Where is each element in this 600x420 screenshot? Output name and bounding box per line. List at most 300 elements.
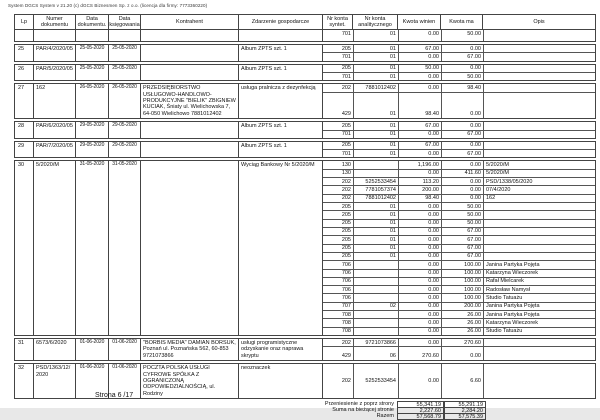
cell-nr-konta-analitycznego: 02	[389, 303, 396, 310]
account-line	[323, 161, 595, 169]
cell-nr-konta-syntet: 130	[341, 161, 351, 168]
cell-kwota-ma: 98.40	[467, 84, 481, 91]
cell-opis	[483, 150, 595, 157]
cell-nr-konta-analitycznego	[353, 278, 398, 285]
cell-data-ksiegowania: 25-05-2020	[109, 45, 141, 61]
cell-kwota-winien: 0.00	[428, 261, 439, 268]
cell-kwota-winien: 67.00	[425, 45, 439, 52]
cell-kwota-ma: 67.00	[467, 245, 481, 252]
cell-kwota-ma: 67.00	[467, 53, 481, 60]
header-kwota-winien: Kwota winien	[398, 15, 441, 29]
cell-nr-konta-syntet: 205	[341, 122, 351, 129]
cell-kwota-ma: 0.00	[470, 178, 481, 185]
cell-kwota-ma: 67.00	[467, 131, 481, 138]
cell-nr-konta-analitycznego: 7881012402	[365, 84, 396, 91]
summary-row-razem	[14, 413, 596, 420]
account-line	[323, 294, 595, 302]
cell-kontrahent: "BORBIS MEDIA" DAMIAN BORSUK, Poznań ul. Poznańska 562, 60-853 9721073866	[141, 339, 239, 360]
cell-lp: 26	[15, 65, 34, 81]
cell-data-ksiegowania: 29-05-2020	[109, 122, 141, 138]
header-nr-konta-analitycznego: Nr konta analitycznego	[353, 15, 398, 29]
cell-kwota-winien: 0.00	[428, 377, 439, 384]
cell-nr-konta-analitycznego: 7781057374	[365, 186, 396, 193]
cell-nr-konta-analitycznego: 01	[389, 30, 396, 37]
cell-opis: 162	[486, 195, 496, 202]
cell-kwota-ma: 67.00	[467, 150, 481, 157]
cell-kwota-ma: 67.00	[467, 236, 481, 243]
cell-zdarzenie-gospodarcze	[239, 30, 323, 41]
cell-data-dokumentu: 01-06-2020	[76, 339, 109, 360]
summary-winien-value: 55,341.19	[397, 401, 444, 408]
cell-nr-konta-syntet: 707	[341, 303, 351, 310]
cell-numer-dokumentu: 162	[34, 84, 76, 118]
cell-kwota-ma: 411.60	[464, 170, 481, 177]
cell-nr-konta-syntet: 706	[341, 278, 351, 285]
document-block	[14, 83, 596, 119]
cell-kwota-winien: 0.00	[428, 203, 439, 210]
cell-opis	[483, 53, 595, 60]
cell-numer-dokumentu: PAR/5/2020/05	[34, 65, 76, 81]
cell-kwota-ma: 0.00	[470, 195, 481, 202]
cell-data-dokumentu: 01-06-2020	[76, 364, 109, 398]
account-line	[323, 211, 595, 219]
cell-kwota-ma: 0.00	[470, 161, 481, 168]
cell-kwota-ma: 26.00	[467, 328, 481, 335]
account-line	[323, 236, 595, 244]
header-data-ksiegowania: Data księgowania	[109, 16, 140, 29]
cell-zdarzenie-gospodarcze: Album ZPTS szt. 1	[239, 142, 323, 158]
cell-nr-konta-syntet: 706	[341, 270, 351, 277]
cell-opis: 5/2020/M	[486, 161, 509, 168]
cell-opis: Katarzyna Wieczorek	[486, 270, 538, 277]
summary-label: Przeniesienie z poprz strony	[324, 401, 394, 408]
cell-kwota-ma: 100.00	[464, 270, 481, 277]
account-lines	[323, 339, 595, 360]
cell-kontrahent	[141, 65, 239, 81]
document-block	[14, 44, 596, 62]
cell-nr-konta-analitycznego: 01	[389, 45, 396, 52]
cell-nr-konta-syntet: 706	[341, 261, 351, 268]
cell-kwota-winien: 200.00	[422, 186, 439, 193]
account-line	[323, 377, 595, 384]
cell-nr-konta-syntet: 202	[341, 84, 351, 91]
account-line	[323, 73, 595, 80]
cell-nr-konta-analitycznego: 01	[389, 245, 396, 252]
cell-opis	[483, 245, 595, 252]
cell-nr-konta-syntet: 205	[341, 65, 351, 72]
cell-data-ksiegowania: 31-05-2020	[109, 161, 141, 335]
summary-winien-value: 2,227.60	[397, 407, 444, 414]
account-line	[323, 53, 595, 60]
cell-opis	[483, 253, 595, 260]
cell-nr-konta-analitycznego	[353, 261, 398, 268]
account-line	[323, 45, 595, 53]
cell-nr-konta-analitycznego: 01	[389, 220, 396, 227]
cell-opis: Janina Partyka Pojęta	[486, 303, 540, 310]
cell-numer-dokumentu: PSD/1363/12/2020	[34, 364, 76, 398]
cell-kwota-winien: 0.00	[428, 236, 439, 243]
cell-zdarzenie-gospodarcze: usługa pralnicza z dezynfekcją	[239, 84, 323, 118]
cell-lp: 30	[15, 161, 34, 335]
summary-label: Razem	[376, 413, 394, 420]
cell-lp: 32	[15, 364, 34, 398]
account-line	[323, 178, 595, 186]
cell-kwota-ma: 0.00	[470, 122, 481, 129]
cell-nr-konta-syntet: 205	[341, 245, 351, 252]
cell-kwota-ma: 50.00	[467, 220, 481, 227]
cell-kwota-ma: 0.00	[470, 142, 481, 149]
cell-kwota-ma: 100.00	[464, 286, 481, 293]
cell-numer-dokumentu: PAR/6/2020/05	[34, 122, 76, 138]
cell-nr-konta-analitycznego: 01	[389, 228, 396, 235]
cell-kwota-winien: 98.40	[425, 195, 439, 202]
cell-nr-konta-syntet: 205	[341, 220, 351, 227]
cell-kwota-ma: 0.00	[470, 45, 481, 52]
cell-kontrahent	[141, 122, 239, 138]
cell-nr-konta-analitycznego: 01	[389, 111, 396, 118]
cell-opis	[483, 220, 595, 227]
cell-nr-konta-analitycznego: 01	[389, 131, 396, 138]
cell-zdarzenie-gospodarcze: usługi programistyczne odzyskanie oraz naprawa skryptu	[239, 339, 323, 360]
account-line	[323, 186, 595, 194]
cell-kwota-winien: 0.00	[428, 53, 439, 60]
cell-kwota-ma: 50.00	[467, 30, 481, 37]
system-info-line: System DGCS System v 21.20 (c) dGCS Biznesmen Sp. z o.o. (licencja dla firmy: 7773360220)	[8, 3, 208, 8]
cell-kwota-winien: 0.00	[428, 278, 439, 285]
cell-opis	[483, 377, 595, 384]
cell-nr-konta-analitycznego	[353, 170, 398, 177]
account-lines	[323, 84, 595, 118]
account-lines	[323, 364, 595, 398]
account-line	[323, 111, 595, 118]
account-line	[323, 195, 595, 203]
cell-opis	[483, 211, 595, 218]
summary-ma-value: 2,284.20	[444, 407, 486, 414]
cell-kwota-ma: 0.00	[470, 65, 481, 72]
table-blocks	[14, 30, 596, 399]
cell-nr-konta-syntet: 205	[341, 211, 351, 218]
table-header-row	[14, 14, 596, 30]
account-line	[323, 220, 595, 228]
cell-zdarzenie-gospodarcze: Wyciąg Bankowy Nr 5/2020/M	[239, 161, 323, 335]
cell-nr-konta-analitycznego: 01	[389, 203, 396, 210]
cell-kwota-winien: 0.00	[428, 131, 439, 138]
account-line	[323, 253, 595, 261]
cell-nr-konta-syntet: 205	[341, 236, 351, 243]
account-line	[323, 339, 595, 347]
summary-ma-value: 55,291.19	[444, 401, 486, 408]
cell-nr-konta-syntet: 202	[341, 178, 351, 185]
header-data-dokumentu: Data dokumentu.	[76, 15, 109, 29]
cell-kwota-winien: 0.00	[428, 150, 439, 157]
account-line	[323, 203, 595, 211]
cell-kwota-ma: 0.00	[470, 111, 481, 118]
cell-kwota-ma: 200.00	[464, 303, 481, 310]
cell-nr-konta-syntet: 205	[341, 228, 351, 235]
account-line	[323, 84, 595, 92]
cell-nr-konta-syntet: 701	[341, 150, 351, 157]
cell-opis: Rafał Mielcarek	[486, 278, 524, 285]
cell-nr-konta-syntet: 708	[341, 319, 351, 326]
account-line	[323, 122, 595, 130]
cell-kwota-ma: 50.00	[467, 203, 481, 210]
cell-kwota-ma: 0.00	[470, 186, 481, 193]
document-block	[14, 121, 596, 139]
cell-kwota-winien: 0.00	[428, 311, 439, 318]
cell-nr-konta-syntet: 701	[341, 131, 351, 138]
cell-kwota-winien: 1,196.00	[417, 161, 439, 168]
cell-kwota-ma: 67.00	[467, 253, 481, 260]
cell-zdarzenie-gospodarcze: neoznaczek	[239, 364, 323, 398]
cell-numer-dokumentu	[34, 30, 76, 41]
cell-opis	[483, 142, 595, 149]
cell-kwota-winien: 0.00	[428, 211, 439, 218]
cell-nr-konta-syntet: 202	[341, 195, 351, 202]
summary-ma-value: 57,575.39	[444, 413, 486, 420]
account-line	[323, 150, 595, 157]
account-lines	[323, 65, 595, 81]
account-line	[323, 170, 595, 178]
cell-data-dokumentu: 29-05-2020	[76, 122, 109, 138]
cell-numer-dokumentu: 6573/6/2020	[34, 339, 76, 360]
cell-nr-konta-analitycznego	[353, 319, 398, 326]
cell-data-dokumentu: 29-05-2020	[76, 142, 109, 158]
cell-nr-konta-syntet: 708	[341, 311, 351, 318]
header-opis: Opis	[533, 19, 545, 26]
cell-lp: 27	[15, 84, 34, 118]
cell-lp: 28	[15, 122, 34, 138]
cell-nr-konta-analitycznego: 9721073866	[365, 339, 396, 346]
cell-kwota-ma: 26.00	[467, 319, 481, 326]
page-number-label: Strona 6 /17	[95, 392, 134, 399]
account-line	[323, 303, 595, 311]
document-block	[14, 141, 596, 159]
summary-winien-value: 57,568.79	[397, 413, 444, 420]
cell-kontrahent	[141, 142, 239, 158]
document-block	[14, 160, 596, 336]
cell-nr-konta-syntet: 701	[341, 73, 351, 80]
cell-data-ksiegowania: 01-06-2020	[109, 364, 141, 398]
account-lines	[323, 45, 595, 61]
account-lines	[323, 122, 595, 138]
cell-nr-konta-syntet: 202	[341, 377, 351, 384]
cell-lp: 25	[15, 45, 34, 61]
cell-opis: Studio Tatuażu	[486, 294, 523, 301]
cell-nr-konta-syntet: 706	[341, 294, 351, 301]
cell-data-dokumentu: 25-05-2020	[76, 65, 109, 81]
cell-kwota-ma: 50.00	[467, 211, 481, 218]
cell-nr-konta-syntet: 202	[341, 339, 351, 346]
account-line	[323, 131, 595, 138]
account-line	[323, 142, 595, 150]
cell-kwota-winien: 0.00	[428, 303, 439, 310]
cell-opis: 5/2020/M	[486, 170, 509, 177]
cell-zdarzenie-gospodarcze: Album ZPTS szt. 1	[239, 45, 323, 61]
cell-opis: Katarzyna Wieczorek	[486, 319, 538, 326]
cell-opis	[483, 65, 595, 72]
cell-kwota-winien: 0.00	[428, 339, 439, 346]
cell-nr-konta-analitycznego	[353, 311, 398, 318]
cell-opis	[483, 111, 595, 118]
account-line	[323, 319, 595, 327]
account-line	[323, 30, 595, 37]
cell-kontrahent: POCZTA POLSKA USŁUGI CYFROWE SPÓŁKA Z OGRANICZONĄ ODPOWIEDZIALNOŚCIĄ, ul. Rodziny	[141, 364, 239, 398]
cell-kwota-winien: 113.20	[422, 178, 439, 185]
cell-opis	[483, 30, 595, 37]
account-lines	[323, 161, 595, 335]
document-block	[14, 64, 596, 82]
cell-kwota-ma: 6.60	[470, 377, 481, 384]
cell-kwota-winien: 0.00	[428, 294, 439, 301]
cell-nr-konta-analitycznego	[353, 286, 398, 293]
cell-zdarzenie-gospodarcze: Album ZPTS szt. 1	[239, 65, 323, 81]
account-line	[323, 65, 595, 73]
cell-nr-konta-syntet: 706	[341, 286, 351, 293]
cell-nr-konta-analitycznego	[353, 161, 398, 168]
cell-kwota-ma: 270.60	[464, 339, 481, 346]
cell-kwota-ma: 50.00	[467, 73, 481, 80]
cell-kwota-winien: 0.00	[428, 73, 439, 80]
account-line	[323, 353, 595, 360]
cell-opis	[483, 339, 595, 346]
cell-opis: 07/4/2020	[486, 186, 511, 193]
account-line	[323, 261, 595, 269]
cell-kwota-winien: 50.00	[425, 65, 439, 72]
cell-nr-konta-syntet: 701	[341, 30, 351, 37]
header-zdarzenie-gospodarcze: Zdarzenie gospodarcze	[239, 15, 323, 29]
cell-data-ksiegowania	[109, 30, 141, 41]
cell-zdarzenie-gospodarcze: Album ZPTS szt. 1	[239, 122, 323, 138]
cell-nr-konta-analitycznego: 01	[389, 150, 396, 157]
cell-nr-konta-syntet: 205	[341, 203, 351, 210]
cell-kwota-winien: 0.00	[428, 328, 439, 335]
cell-nr-konta-analitycznego: 01	[389, 211, 396, 218]
cell-opis: PSD/1338/05/2020	[486, 178, 533, 185]
account-line	[323, 270, 595, 278]
cell-data-dokumentu	[76, 30, 109, 41]
cell-kwota-winien: 0.00	[428, 228, 439, 235]
cell-kwota-winien: 0.00	[428, 220, 439, 227]
cell-opis	[483, 131, 595, 138]
summary-label: Suma na bieżącej stronie	[332, 407, 394, 414]
cell-nr-konta-analitycznego: 01	[389, 73, 396, 80]
header-kontrahent: Kontrahent	[141, 15, 239, 29]
cell-nr-konta-syntet: 708	[341, 328, 351, 335]
cell-nr-konta-analitycznego	[353, 328, 398, 335]
cell-data-ksiegowania: 26-05-2020	[109, 84, 141, 118]
cell-numer-dokumentu: PAR/7/2020/05	[34, 142, 76, 158]
cell-opis: Radosław Namysł	[486, 286, 531, 293]
cell-kontrahent	[141, 30, 239, 41]
cell-data-dokumentu: 25-05-2020	[76, 45, 109, 61]
cell-opis	[483, 84, 595, 91]
cell-kwota-ma: 100.00	[464, 278, 481, 285]
cell-opis: Janina Partyka Pojęta	[486, 311, 540, 318]
cell-kwota-winien: 0.00	[428, 270, 439, 277]
cell-opis: Studio Tatuażu	[486, 328, 523, 335]
cell-kwota-winien: 0.00	[428, 170, 439, 177]
cell-nr-konta-analitycznego: 01	[389, 122, 396, 129]
cell-data-ksiegowania: 01-06-2020	[109, 339, 141, 360]
cell-kwota-winien: 0.00	[428, 319, 439, 326]
cell-nr-konta-analitycznego: 01	[389, 253, 396, 260]
cell-kwota-winien: 0.00	[428, 30, 439, 37]
cell-nr-konta-analitycznego	[353, 270, 398, 277]
cell-kwota-winien: 0.00	[428, 253, 439, 260]
cell-opis: Janina Partyka Pojęta	[486, 261, 540, 268]
document-block	[14, 30, 596, 42]
cell-nr-konta-syntet: 205	[341, 253, 351, 260]
cell-nr-konta-analitycznego: 5252533454	[365, 377, 396, 384]
cell-data-ksiegowania: 29-05-2020	[109, 142, 141, 158]
cell-lp: 31	[15, 339, 34, 360]
account-line	[323, 286, 595, 294]
cell-nr-konta-syntet: 429	[341, 353, 351, 360]
header-lp: Lp	[15, 15, 34, 29]
account-line	[323, 278, 595, 286]
cell-nr-konta-analitycznego	[353, 294, 398, 301]
cell-opis	[483, 73, 595, 80]
cell-opis	[483, 353, 595, 360]
cell-data-dokumentu: 31-05-2020	[76, 161, 109, 335]
cell-nr-konta-syntet: 701	[341, 53, 351, 60]
cell-kwota-winien: 67.00	[425, 142, 439, 149]
cell-kwota-ma: 67.00	[467, 228, 481, 235]
journal-table	[14, 14, 596, 420]
cell-nr-konta-syntet: 130	[341, 170, 351, 177]
cell-nr-konta-syntet: 205	[341, 45, 351, 52]
cell-numer-dokumentu: PAR/4/2020/05	[34, 45, 76, 61]
summary-section	[14, 401, 596, 420]
cell-nr-konta-syntet: 202	[341, 186, 351, 193]
account-lines	[323, 30, 595, 41]
cell-lp	[15, 30, 34, 41]
cell-nr-konta-analitycznego: 01	[389, 236, 396, 243]
cell-nr-konta-analitycznego: 01	[389, 142, 396, 149]
account-lines	[323, 142, 595, 158]
cell-nr-konta-analitycznego: 7881012402	[365, 195, 396, 202]
cell-opis	[483, 228, 595, 235]
cell-lp: 29	[15, 142, 34, 158]
cell-nr-konta-analitycznego: 01	[389, 65, 396, 72]
cell-nr-konta-analitycznego: 01	[389, 53, 396, 60]
cell-opis	[483, 45, 595, 52]
cell-kwota-ma: 0.00	[470, 353, 481, 360]
header-nr-konta-syntet: Nr konta syntet.	[323, 15, 353, 29]
account-line	[323, 311, 595, 319]
account-line	[323, 228, 595, 236]
header-kwota-ma: Kwota ma	[441, 15, 483, 29]
cell-kwota-winien: 98.40	[425, 111, 439, 118]
cell-kontrahent	[141, 45, 239, 61]
cell-kontrahent: PRZEDSIĘBIORSTWO USŁUGOWO-HANDLOWO-PRODUKCYJNE "BIELIK" ZBIGNIEW KUCIAK, Śniaty ul. Wielichowska 7, 64-050 Wielichowo 7881012402	[141, 84, 239, 118]
cell-nr-konta-syntet: 429	[341, 111, 351, 118]
cell-kwota-ma: 100.00	[464, 294, 481, 301]
cell-data-dokumentu: 26-05-2020	[76, 84, 109, 118]
header-numer-dokumentu: Numer dokumentu	[34, 15, 76, 29]
account-line	[323, 328, 595, 335]
cell-opis	[483, 236, 595, 243]
document-block	[14, 338, 596, 361]
cell-kwota-winien: 67.00	[425, 122, 439, 129]
cell-kwota-winien: 0.00	[428, 245, 439, 252]
cell-numer-dokumentu: 5/2020/M	[34, 161, 76, 335]
cell-nr-konta-analitycznego: 5252533454	[365, 178, 396, 185]
cell-data-ksiegowania: 25-05-2020	[109, 65, 141, 81]
cell-kwota-winien: 0.00	[428, 84, 439, 91]
account-line	[323, 245, 595, 253]
cell-opis	[483, 122, 595, 129]
